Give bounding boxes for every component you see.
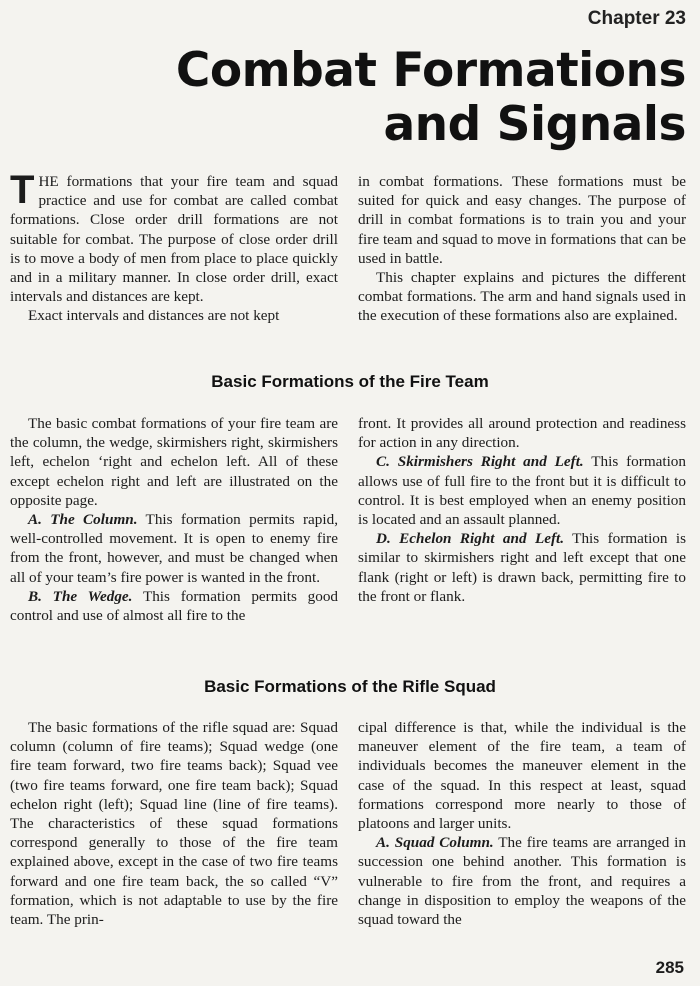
- paragraph-skirmishers: [358, 452, 686, 529]
- drop-cap: T: [10, 168, 35, 212]
- paragraph-column: [10, 510, 338, 587]
- intro-right-column: [358, 172, 686, 326]
- section-heading-fire-team: Basic Formations of the Fire Team: [211, 372, 489, 391]
- lead-skirmishers: C. Skirmishers Right and Left.: [376, 453, 584, 471]
- paragraph: The basic formations of the rifle squad are: Squad column (column of fire teams); Squad wedge (one fire team forward, two fire teams back); Squad vee (two fire teams forward, one fire team back); Squad echelon right (left); Squad line (line of fire teams). The characteristics of these squad formations correspond generally to those of the fire team explained above, except in the case of two fire teams forward and one fire team back, the so called “V” formation, which is not adaptable to use by the fire team. The prin-: [10, 719, 338, 929]
- chapter-label: Chapter 23: [587, 8, 686, 29]
- intro-paragraph: Exact intervals and distances are not kept: [28, 307, 280, 325]
- intro-paragraph: in combat formations. These formations must be suited for quick and easy changes. The purpose of drill in combat formations is to train you and your fire team and squad to move in formations that can be used in battle.: [358, 173, 686, 267]
- rifle-squad-right-column: [358, 718, 686, 929]
- title-line-1: Combat Formations: [175, 43, 686, 98]
- section-heading-rifle-squad: Basic Formations of the Rifle Squad: [204, 677, 496, 696]
- fire-team-columns: [10, 414, 686, 625]
- text: This formation permits rapid, well-controlled movement. It is open to enemy fire from the front, however, and must be changed when all of your team’s fire power is wanted in the front.: [10, 511, 338, 586]
- page-title: [176, 44, 686, 152]
- lead-column: A. The Column.: [28, 511, 138, 529]
- paragraph-squad-column: [358, 833, 686, 929]
- lead-squad-column: A. Squad Column.: [376, 834, 494, 852]
- intro-columns: [10, 168, 686, 326]
- page-number: 285: [655, 958, 684, 977]
- lead-wedge: B. The Wedge.: [28, 587, 133, 605]
- paragraph: front. It provides all around protection and readiness for action in any direction.: [358, 415, 686, 452]
- intro-paragraph: This chapter explains and pictures the different combat formations. The arm and hand signals used in the execution of these formations also are explained.: [358, 269, 686, 325]
- fire-team-left-column: [10, 414, 338, 625]
- title-line-2: and Signals: [383, 97, 686, 152]
- intro-paragraph: [10, 168, 338, 306]
- rifle-squad-left-column: [10, 718, 338, 929]
- intro-left-column: [10, 168, 338, 326]
- fire-team-right-column: [358, 414, 686, 625]
- paragraph-echelon: [358, 529, 686, 606]
- text: This formation allows use of full fire to the front but it is difficult to control. It is best employed when an enemy position is located and an assault planned.: [358, 453, 686, 529]
- text: This formation is similar to skirmishers right and left except that one flank (right or left) is drawn back, permitting fire to the front or flank.: [358, 530, 687, 605]
- rifle-squad-columns: [10, 718, 686, 929]
- paragraph: cipal difference is that, while the individual is the maneuver element of the fire team, a team of individuals becomes the maneuver element in the case of the squad. In this respect at least, squad formations correspond more nearly to those of platoons and larger units.: [358, 719, 686, 833]
- intro-text: HE formations that your fire team and squad practice and use for combat are called combat formations. Close order drill formations are not suitable for combat. The purpose of close order drill is to move a body of men from place to place quickly and in a military manner. In close order drill, exact intervals and distances are kept.: [10, 173, 338, 306]
- lead-echelon: D. Echelon Right and Left.: [376, 530, 565, 548]
- paragraph-wedge: [10, 587, 338, 625]
- text: This formation permits good control and use of almost all fire to the: [10, 587, 339, 625]
- paragraph: The basic combat formations of your fire team are the column, the wedge, skirmishers right, skirmishers left, echelon ‘right and echelon left. All of these except echelon right and left are illustrated on the opposite page.: [10, 415, 338, 509]
- text: The fire teams are arranged in succession one behind another. This formation is vulnerable to fire from the front, and requires a change in disposition to employ the weapons of the squad toward the: [358, 834, 686, 929]
